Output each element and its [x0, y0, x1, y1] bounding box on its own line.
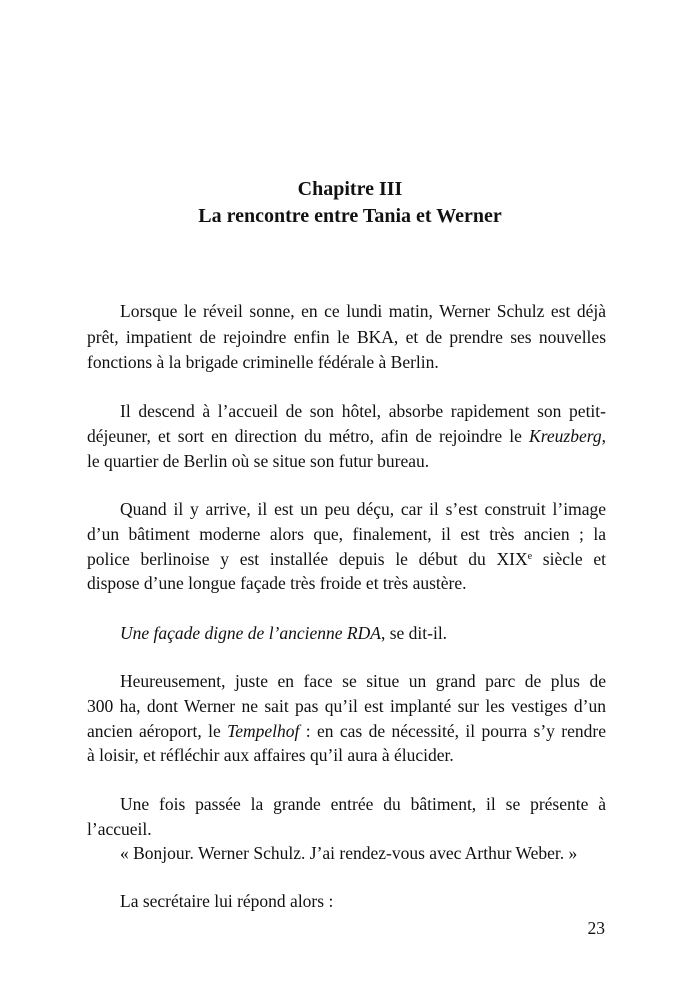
text-line: [87, 719, 606, 744]
text-line: Une fois passée la grande entrée du bâtiment, il se présente à: [120, 794, 606, 814]
superscript: e: [527, 551, 533, 562]
text-line: [87, 547, 606, 572]
text-line: dispose d’une longue façade très froide et très austère.: [87, 573, 467, 593]
text-line: à loisir, et réfléchir aux affaires qu’il aura à élucider.: [87, 745, 454, 765]
text-line: Il descend à l’accueil de son hôtel, absorbe rapidement son petit-: [120, 401, 606, 421]
text-segment: siècle et: [532, 549, 606, 569]
text-line: Lorsque le réveil sonne, en ce lundi matin, Werner Schulz est déjà: [120, 301, 606, 321]
text-line: [87, 621, 606, 646]
text-line: Heureusement, juste en face se situe un grand parc de plus de: [120, 671, 606, 691]
text-line: le quartier de Berlin où se situe son futur bureau.: [87, 451, 430, 471]
text-line: Quand il y arrive, il est un peu déçu, car il s’est construit l’image: [120, 499, 606, 519]
text-line: prêt, impatient de rejoindre enfin le BKA, et de prendre ses nouvelles: [87, 327, 606, 347]
text-line: d’un bâtiment moderne alors que, finalement, il est très ancien ; la: [87, 524, 606, 544]
place-name: Tempelhof: [227, 721, 300, 741]
chapter-title: La rencontre entre Tania et Werner: [198, 205, 502, 227]
text-segment: : en cas de nécessité, il pourra s’y rendre: [299, 721, 606, 741]
text-segment: déjeuner, et sort en direction du métro, afin de rejoindre le: [87, 426, 530, 446]
text-segment: , se dit-il.: [380, 623, 448, 643]
inner-thought: Une façade digne de l’ancienne RDA: [120, 623, 381, 643]
text-line: fonctions à la brigade criminelle fédérale à Berlin.: [87, 352, 439, 372]
text-segment: ancien aéroport, le: [87, 721, 228, 741]
text-line: [87, 424, 606, 449]
dialogue-line: « Bonjour. Werner Schulz. J’ai rendez-vous avec Arthur Weber. »: [120, 843, 578, 863]
text-segment: police berlinoise y est installée depuis le début du XIX: [87, 549, 528, 569]
text-segment: ,: [601, 426, 606, 446]
place-name: Kreuzberg: [529, 426, 602, 446]
text-line: La secrétaire lui répond alors :: [120, 891, 334, 911]
text-line: l’accueil.: [87, 819, 152, 839]
page-number: 23: [587, 918, 605, 938]
chapter-number: Chapitre III: [297, 178, 403, 200]
text-line: 300 ha, dont Werner ne sait pas qu’il est implanté sur les vestiges d’un: [87, 696, 606, 716]
